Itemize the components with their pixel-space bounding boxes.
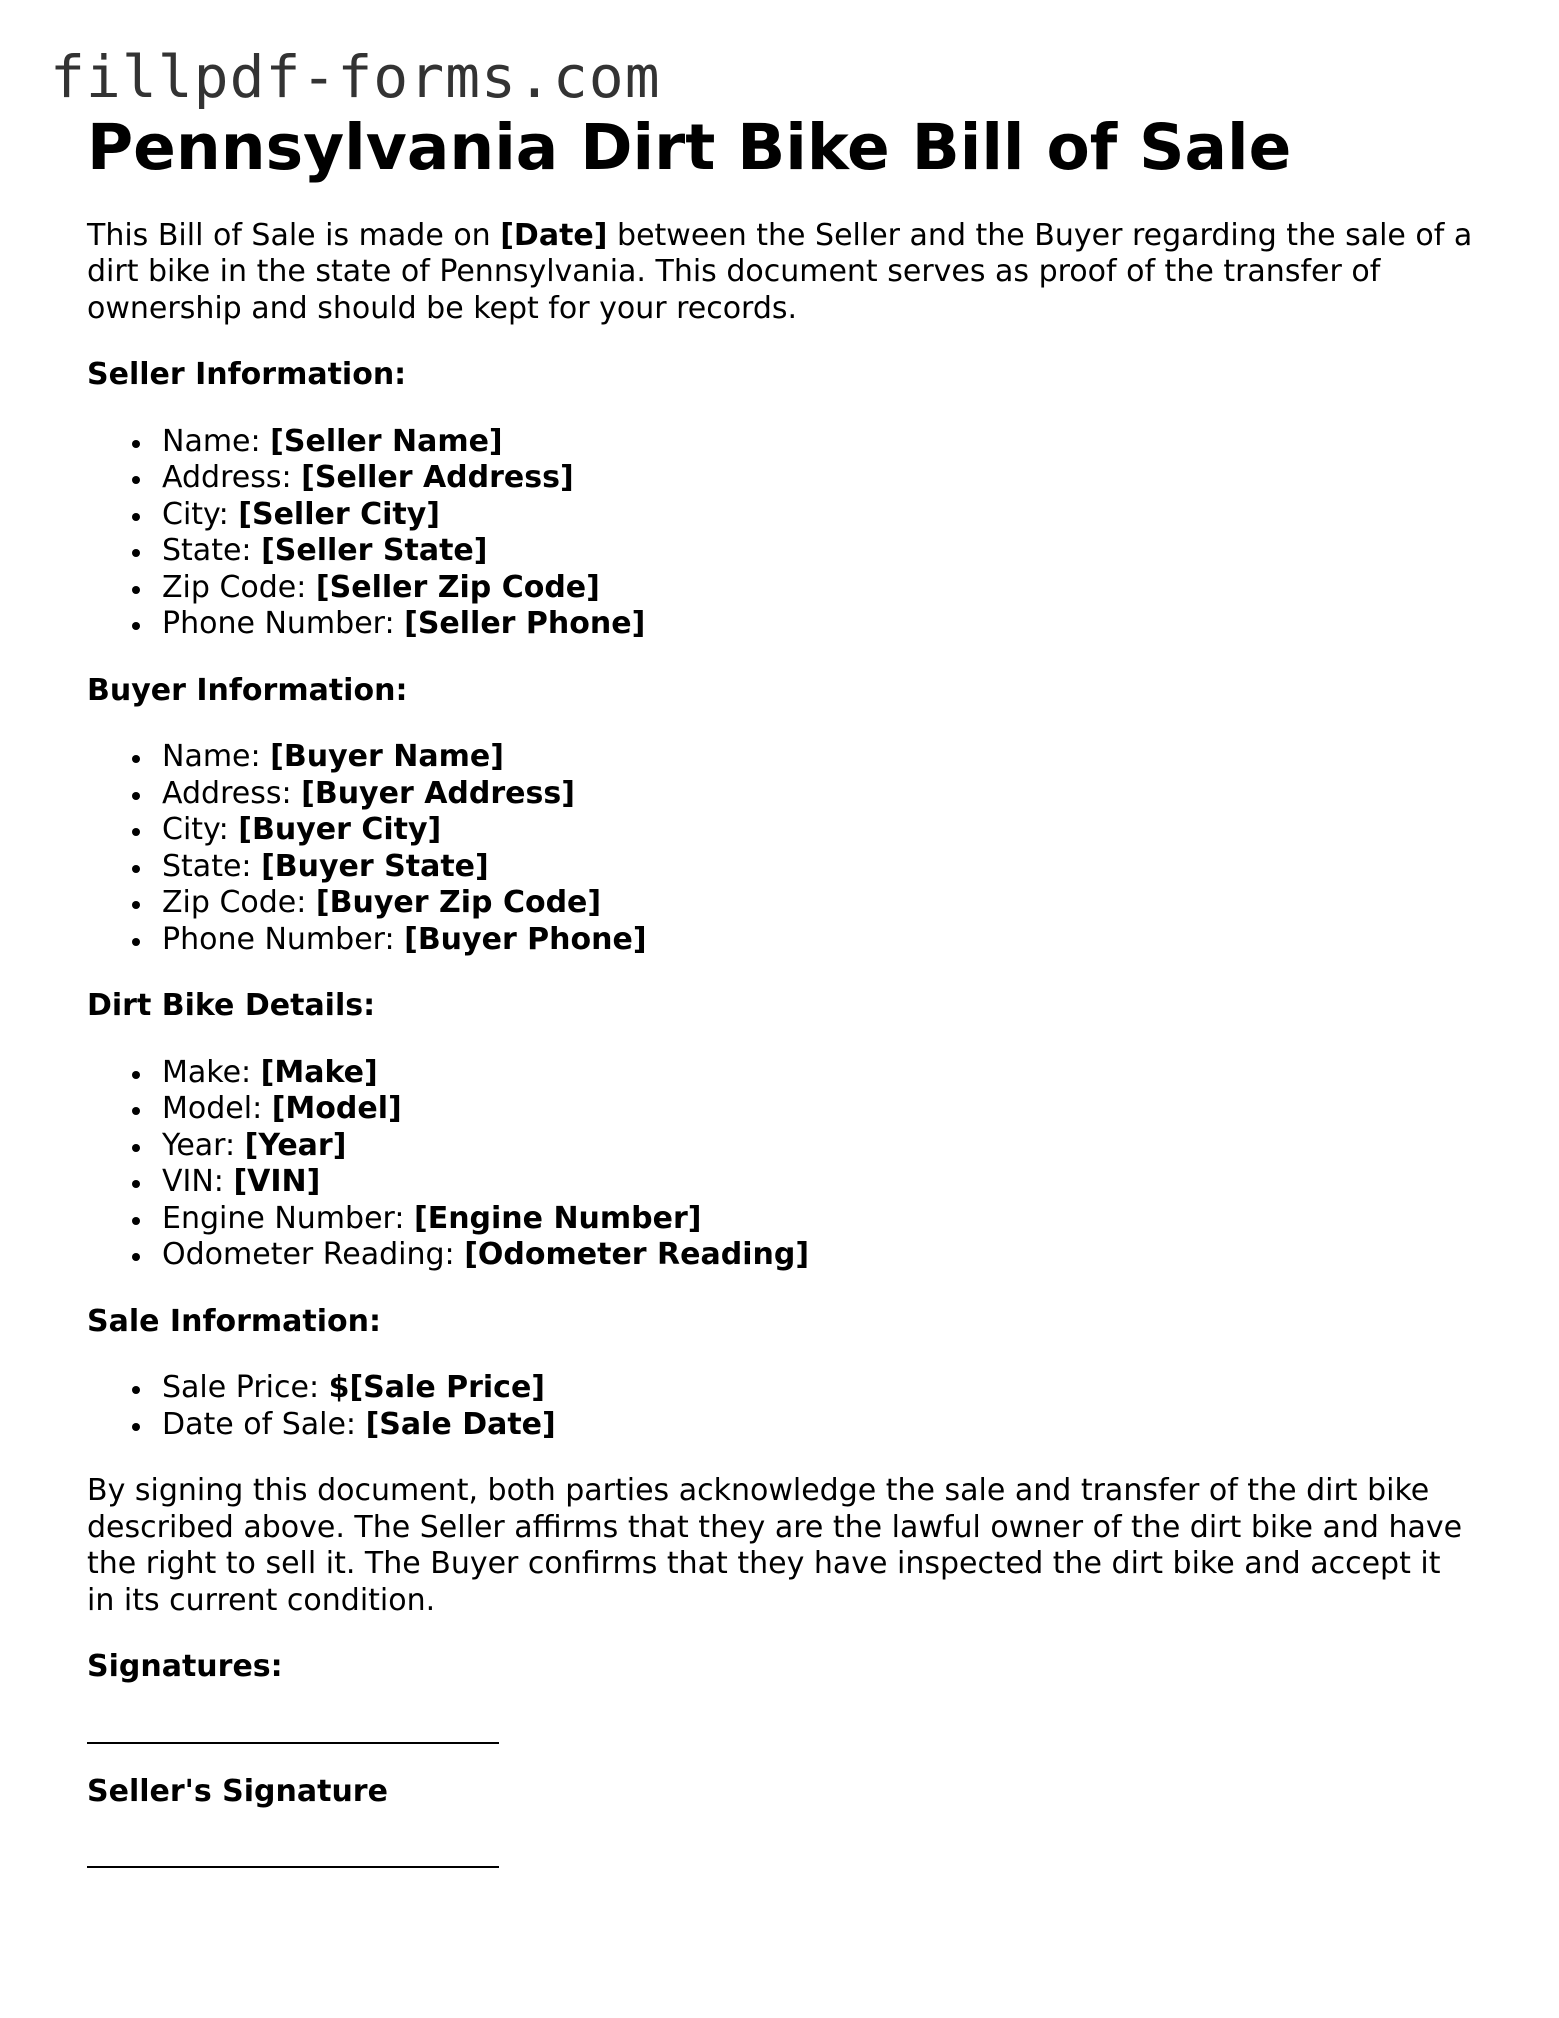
bike-details-list <box>87 1055 1487 1274</box>
field-value: [Model] <box>271 1091 402 1127</box>
seller-info-list <box>87 424 1487 643</box>
seller-city-item <box>162 497 1487 534</box>
field-value: [Buyer State] <box>261 848 489 884</box>
sale-info-heading: Sale Information: <box>87 1303 381 1339</box>
intro-paragraph <box>87 218 1477 328</box>
field-value: [Odometer Reading] <box>464 1237 810 1273</box>
field-label: Name: <box>162 739 271 775</box>
sale-info-list <box>87 1370 1487 1443</box>
field-value: [Seller Zip Code] <box>315 569 600 605</box>
field-label: Engine Number: <box>162 1200 414 1236</box>
field-value: [Make] <box>260 1054 378 1090</box>
buyer-city-item <box>162 812 1487 849</box>
seller-signature-label: Seller's Signature <box>87 1773 388 1809</box>
buyer-address-item <box>162 776 1487 813</box>
bike-year-item <box>162 1128 1487 1165</box>
field-label: Year: <box>162 1127 245 1163</box>
field-label: State: <box>162 533 262 569</box>
bike-details-heading: Dirt Bike Details: <box>87 988 376 1024</box>
seller-signature-line[interactable] <box>87 1742 499 1744</box>
document <box>87 110 1487 1868</box>
field-value: [VIN] <box>233 1164 321 1200</box>
bike-vin-item <box>162 1164 1487 1201</box>
field-label: Phone Number: <box>162 606 405 642</box>
field-label: Model: <box>162 1091 272 1127</box>
buyer-name-item <box>162 739 1487 776</box>
bike-model-item <box>162 1091 1487 1128</box>
watermark: fillpdf-forms.com <box>50 43 661 111</box>
field-label: Sale Price: <box>162 1370 329 1406</box>
field-label: VIN: <box>162 1164 234 1200</box>
intro-text-before: This Bill of Sale is made on <box>87 217 501 253</box>
field-label: Address: <box>162 460 302 496</box>
bike-make-item <box>162 1055 1487 1092</box>
field-label: City: <box>162 812 239 848</box>
field-value: [Buyer Name] <box>270 739 504 775</box>
field-value: [Buyer Zip Code] <box>315 885 602 921</box>
seller-state-item <box>162 533 1487 570</box>
buyer-phone-item <box>162 922 1487 959</box>
seller-phone-item <box>162 606 1487 643</box>
field-label: Phone Number: <box>162 921 405 957</box>
page-title: Pennsylvania Dirt Bike Bill of Sale <box>87 111 1292 184</box>
sale-date-item <box>162 1407 1487 1444</box>
buyer-info-list <box>87 739 1487 958</box>
signatures-heading: Signatures: <box>87 1649 283 1685</box>
closing-paragraph: By signing this document, both parties acknowledge the sale and transfer of the dirt bike described above. The Seller affirms that they are the lawful owner of the dirt bike and have the right to sell it. The Buyer confirms that they have inspected the dirt bike and accept it in its current condition. <box>87 1473 1463 1618</box>
bike-odometer-item <box>162 1237 1487 1274</box>
buyer-heading: Buyer Information: <box>87 672 408 708</box>
buyer-state-item <box>162 849 1487 886</box>
field-value: $[Sale Price] <box>328 1370 546 1406</box>
seller-zip-item <box>162 570 1487 607</box>
field-value: [Buyer City] <box>238 812 442 848</box>
field-label: Name: <box>162 423 271 459</box>
field-value: [Seller State] <box>261 533 488 569</box>
buyer-signature-line[interactable] <box>87 1866 499 1868</box>
sale-price-item <box>162 1370 1487 1407</box>
field-label: State: <box>162 848 262 884</box>
field-label: Zip Code: <box>162 569 316 605</box>
field-label: Make: <box>162 1054 261 1090</box>
field-value: [Engine Number] <box>413 1200 702 1236</box>
field-value: [Seller Name] <box>270 423 503 459</box>
field-label: Date of Sale: <box>162 1406 366 1442</box>
field-label: Address: <box>162 775 302 811</box>
field-label: Odometer Reading: <box>162 1237 465 1273</box>
seller-heading: Seller Information: <box>87 357 407 393</box>
bike-engine-item <box>162 1201 1487 1238</box>
field-label: Zip Code: <box>162 885 316 921</box>
field-value: [Buyer Address] <box>301 775 575 811</box>
field-value: [Seller Phone] <box>404 606 646 642</box>
intro-date-value: [Date] <box>500 217 608 253</box>
field-value: [Seller City] <box>238 496 440 532</box>
seller-address-item <box>162 460 1487 497</box>
seller-name-item <box>162 424 1487 461</box>
field-value: [Buyer Phone] <box>404 921 647 957</box>
field-label: City: <box>162 496 239 532</box>
field-value: [Year] <box>244 1127 347 1163</box>
field-value: [Seller Address] <box>301 460 574 496</box>
buyer-zip-item <box>162 885 1487 922</box>
intro-text-after: between the Seller and the Buyer regarding the sale of a dirt bike in the state of Pennsylvania. This document serves as proof of the transfer of ownership and should be kept for your records. <box>87 217 1473 326</box>
field-value: [Sale Date] <box>365 1406 556 1442</box>
